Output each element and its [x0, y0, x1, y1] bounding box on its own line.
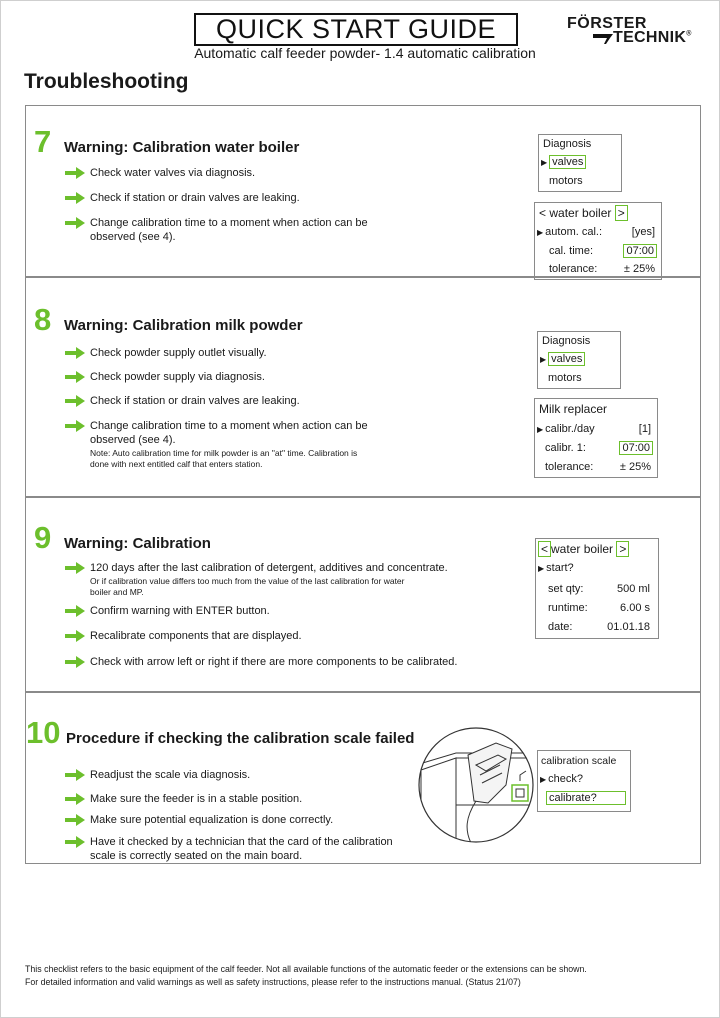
step-text: Change calibration time to a moment when action can be observed (see 4).: [90, 217, 368, 243]
step-text: Check with arrow left or right if there are more components to be calibrated.: [90, 656, 458, 668]
row-label: tolerance:: [549, 263, 598, 275]
nav-left-arrow: <: [538, 541, 551, 557]
logo-line-2-text: TECHNIK: [613, 29, 687, 46]
cursor-pointer-icon: ▶: [540, 775, 547, 784]
cursor-pointer-icon: ▶: [537, 228, 544, 237]
step-item: [64, 394, 394, 408]
forster-technik-logo: [565, 15, 705, 49]
section-number: 9: [34, 520, 52, 555]
row-value: [1]: [638, 423, 651, 435]
green-arrow-icon: [64, 419, 86, 433]
row-value: [yes]: [631, 226, 655, 238]
step-item: [64, 370, 394, 384]
section-title: Procedure if checking the calibration scale failed: [66, 730, 415, 747]
display-row: [548, 602, 658, 618]
green-arrow-icon: [64, 394, 86, 408]
row-label: start?: [546, 562, 574, 574]
step-text: [86, 419, 376, 469]
row-value: 07:00: [623, 244, 657, 258]
section-10: [25, 692, 701, 864]
page-heading: Troubleshooting: [24, 70, 189, 93]
green-arrow-icon: [64, 768, 86, 782]
section-8: [25, 277, 701, 497]
display-row-selected: [546, 792, 630, 808]
row-label: runtime:: [548, 602, 588, 614]
display-row-selected: [541, 156, 621, 172]
display-row: [540, 773, 630, 789]
cursor-pointer-icon: ▶: [538, 564, 545, 573]
section-number: 10: [26, 715, 61, 750]
selected-item: calibrate?: [546, 791, 626, 805]
nav-right-arrow: >: [616, 541, 629, 557]
display-row: [545, 442, 657, 458]
row-value: ± 25%: [623, 263, 655, 275]
step-text: Recalibrate components that are displayed.: [90, 630, 302, 642]
nav-right-arrow: >: [615, 205, 628, 221]
display-title-text: water boiler: [549, 206, 612, 220]
calibration-scale-illustration: [416, 725, 536, 845]
display-water-boiler: [534, 202, 662, 280]
step-item: [64, 655, 504, 669]
section-7: [25, 105, 701, 277]
display-title: [538, 542, 658, 558]
row-label: cal. time:: [549, 245, 594, 257]
step-note: Or if calibration value differs too much from the value of the last calibration for water boiler and MP.: [90, 576, 405, 597]
display-row: [548, 621, 658, 637]
row-value: 01.01.18: [607, 621, 650, 633]
display-diagnosis: [537, 331, 621, 389]
green-arrow-icon: [64, 166, 86, 180]
footer-line-1: This checklist refers to the basic equipment of the calf feeder. Not all available functions of the automatic feeder or the extensions can be shown.: [25, 964, 587, 974]
step-main-text: Change calibration time to a moment when action can be observed (see 4).: [90, 420, 368, 446]
footer-note: [25, 963, 695, 989]
display-title: Diagnosis: [542, 335, 591, 347]
step-text: Check if station or drain valves are leaking.: [90, 192, 300, 204]
green-arrow-icon: [64, 216, 86, 230]
section-number: 8: [34, 302, 52, 337]
step-item: [64, 835, 409, 863]
display-row: [537, 423, 657, 439]
display-row: [538, 562, 658, 578]
step-note: Note: Auto calibration time for milk powder is an "at" time. Calibration is done with next entitled calf that enters station.: [90, 448, 358, 469]
display-calibration-scale: [537, 750, 631, 812]
step-item: [64, 768, 404, 782]
row-label: calibr. 1:: [545, 442, 586, 454]
display-title: [539, 206, 661, 222]
step-item: [64, 629, 484, 643]
green-arrow-icon: [64, 561, 86, 575]
row-label: autom. cal.:: [545, 226, 603, 238]
step-text: Check powder supply outlet visually.: [90, 347, 267, 359]
step-item: [64, 604, 484, 618]
step-item: [64, 561, 484, 597]
display-milk-replacer: [534, 398, 658, 478]
step-text: Make sure the feeder is in a stable position.: [90, 793, 303, 805]
step-item: [64, 166, 394, 180]
step-text: Check powder supply via diagnosis.: [90, 371, 265, 383]
green-arrow-icon: [64, 346, 86, 360]
step-item: [64, 419, 376, 469]
step-item: [64, 792, 404, 806]
cursor-pointer-icon: ▶: [537, 425, 544, 434]
row-label: check?: [548, 773, 584, 785]
step-text: Check if station or drain valves are leaking.: [90, 395, 300, 407]
selected-item: valves: [548, 352, 585, 366]
section-number: 7: [34, 124, 52, 159]
logo-line-2: [613, 29, 692, 47]
logo-registered-mark: ®: [686, 30, 692, 38]
step-text: [86, 561, 448, 597]
green-arrow-icon: [64, 813, 86, 827]
cursor-pointer-icon: ▶: [540, 355, 547, 364]
display-row: [537, 226, 661, 242]
display-title-text: water boiler: [551, 542, 614, 556]
step-item: [64, 191, 394, 205]
row-value: ± 25%: [619, 461, 651, 473]
green-arrow-icon: [64, 370, 86, 384]
step-text: Have it checked by a technician that the card of the calibration scale is correctly seated on the main board.: [90, 836, 393, 862]
row-label: set qty:: [548, 583, 584, 595]
display-row: [549, 245, 661, 261]
step-text: Check water valves via diagnosis.: [90, 167, 256, 179]
green-arrow-icon: [64, 191, 86, 205]
green-arrow-icon: [64, 655, 86, 669]
document-title: QUICK START GUIDE: [194, 13, 518, 46]
display-diagnosis: [538, 134, 622, 192]
display-title: Milk replacer: [539, 402, 608, 416]
display-row: [545, 461, 657, 477]
green-arrow-icon: [64, 835, 86, 849]
row-label: tolerance:: [545, 461, 594, 473]
row-label: date:: [548, 621, 573, 633]
document-subtitle: Automatic calf feeder powder- 1.4 automatic calibration: [194, 45, 536, 61]
selected-item: valves: [549, 155, 586, 169]
step-text: Readjust the scale via diagnosis.: [90, 769, 251, 781]
display-title: calibration scale: [541, 755, 617, 767]
section-title: Warning: Calibration milk powder: [64, 317, 303, 334]
step-item: [64, 216, 374, 244]
section-9: [25, 497, 701, 692]
cursor-pointer-icon: ▶: [541, 158, 548, 167]
row-value: 500 ml: [616, 583, 650, 595]
step-main-text: 120 days after the last calibration of detergent, additives and concentrate.: [90, 562, 448, 574]
step-text: Make sure potential equalization is done correctly.: [90, 814, 334, 826]
green-arrow-icon: [64, 629, 86, 643]
nav-left-arrow: <: [539, 206, 547, 220]
display-water-boiler-calibration: [535, 538, 659, 639]
green-arrow-icon: [64, 604, 86, 618]
step-item: [64, 346, 394, 360]
display-title: Diagnosis: [543, 138, 592, 150]
row-value: 07:00: [619, 441, 653, 455]
logo-swoosh-icon: [593, 33, 613, 45]
display-row: [548, 583, 658, 599]
row-label: calibr./day: [545, 423, 595, 435]
step-text: Confirm warning with ENTER button.: [90, 605, 270, 617]
section-title: Warning: Calibration water boiler: [64, 139, 300, 156]
row-value: 6.00 s: [620, 602, 650, 614]
display-row-selected: [540, 353, 620, 369]
step-item: [64, 813, 404, 827]
green-arrow-icon: [64, 792, 86, 806]
logo-line-1: FÖRSTER: [567, 15, 647, 32]
display-row: motors: [549, 175, 583, 187]
section-title: Warning: Calibration: [64, 535, 211, 552]
display-row: motors: [548, 372, 582, 384]
footer-line-2: For detailed information and valid warnings as well as safety instructions, please refer to the instructions manual. (Status 21/07): [25, 977, 521, 987]
